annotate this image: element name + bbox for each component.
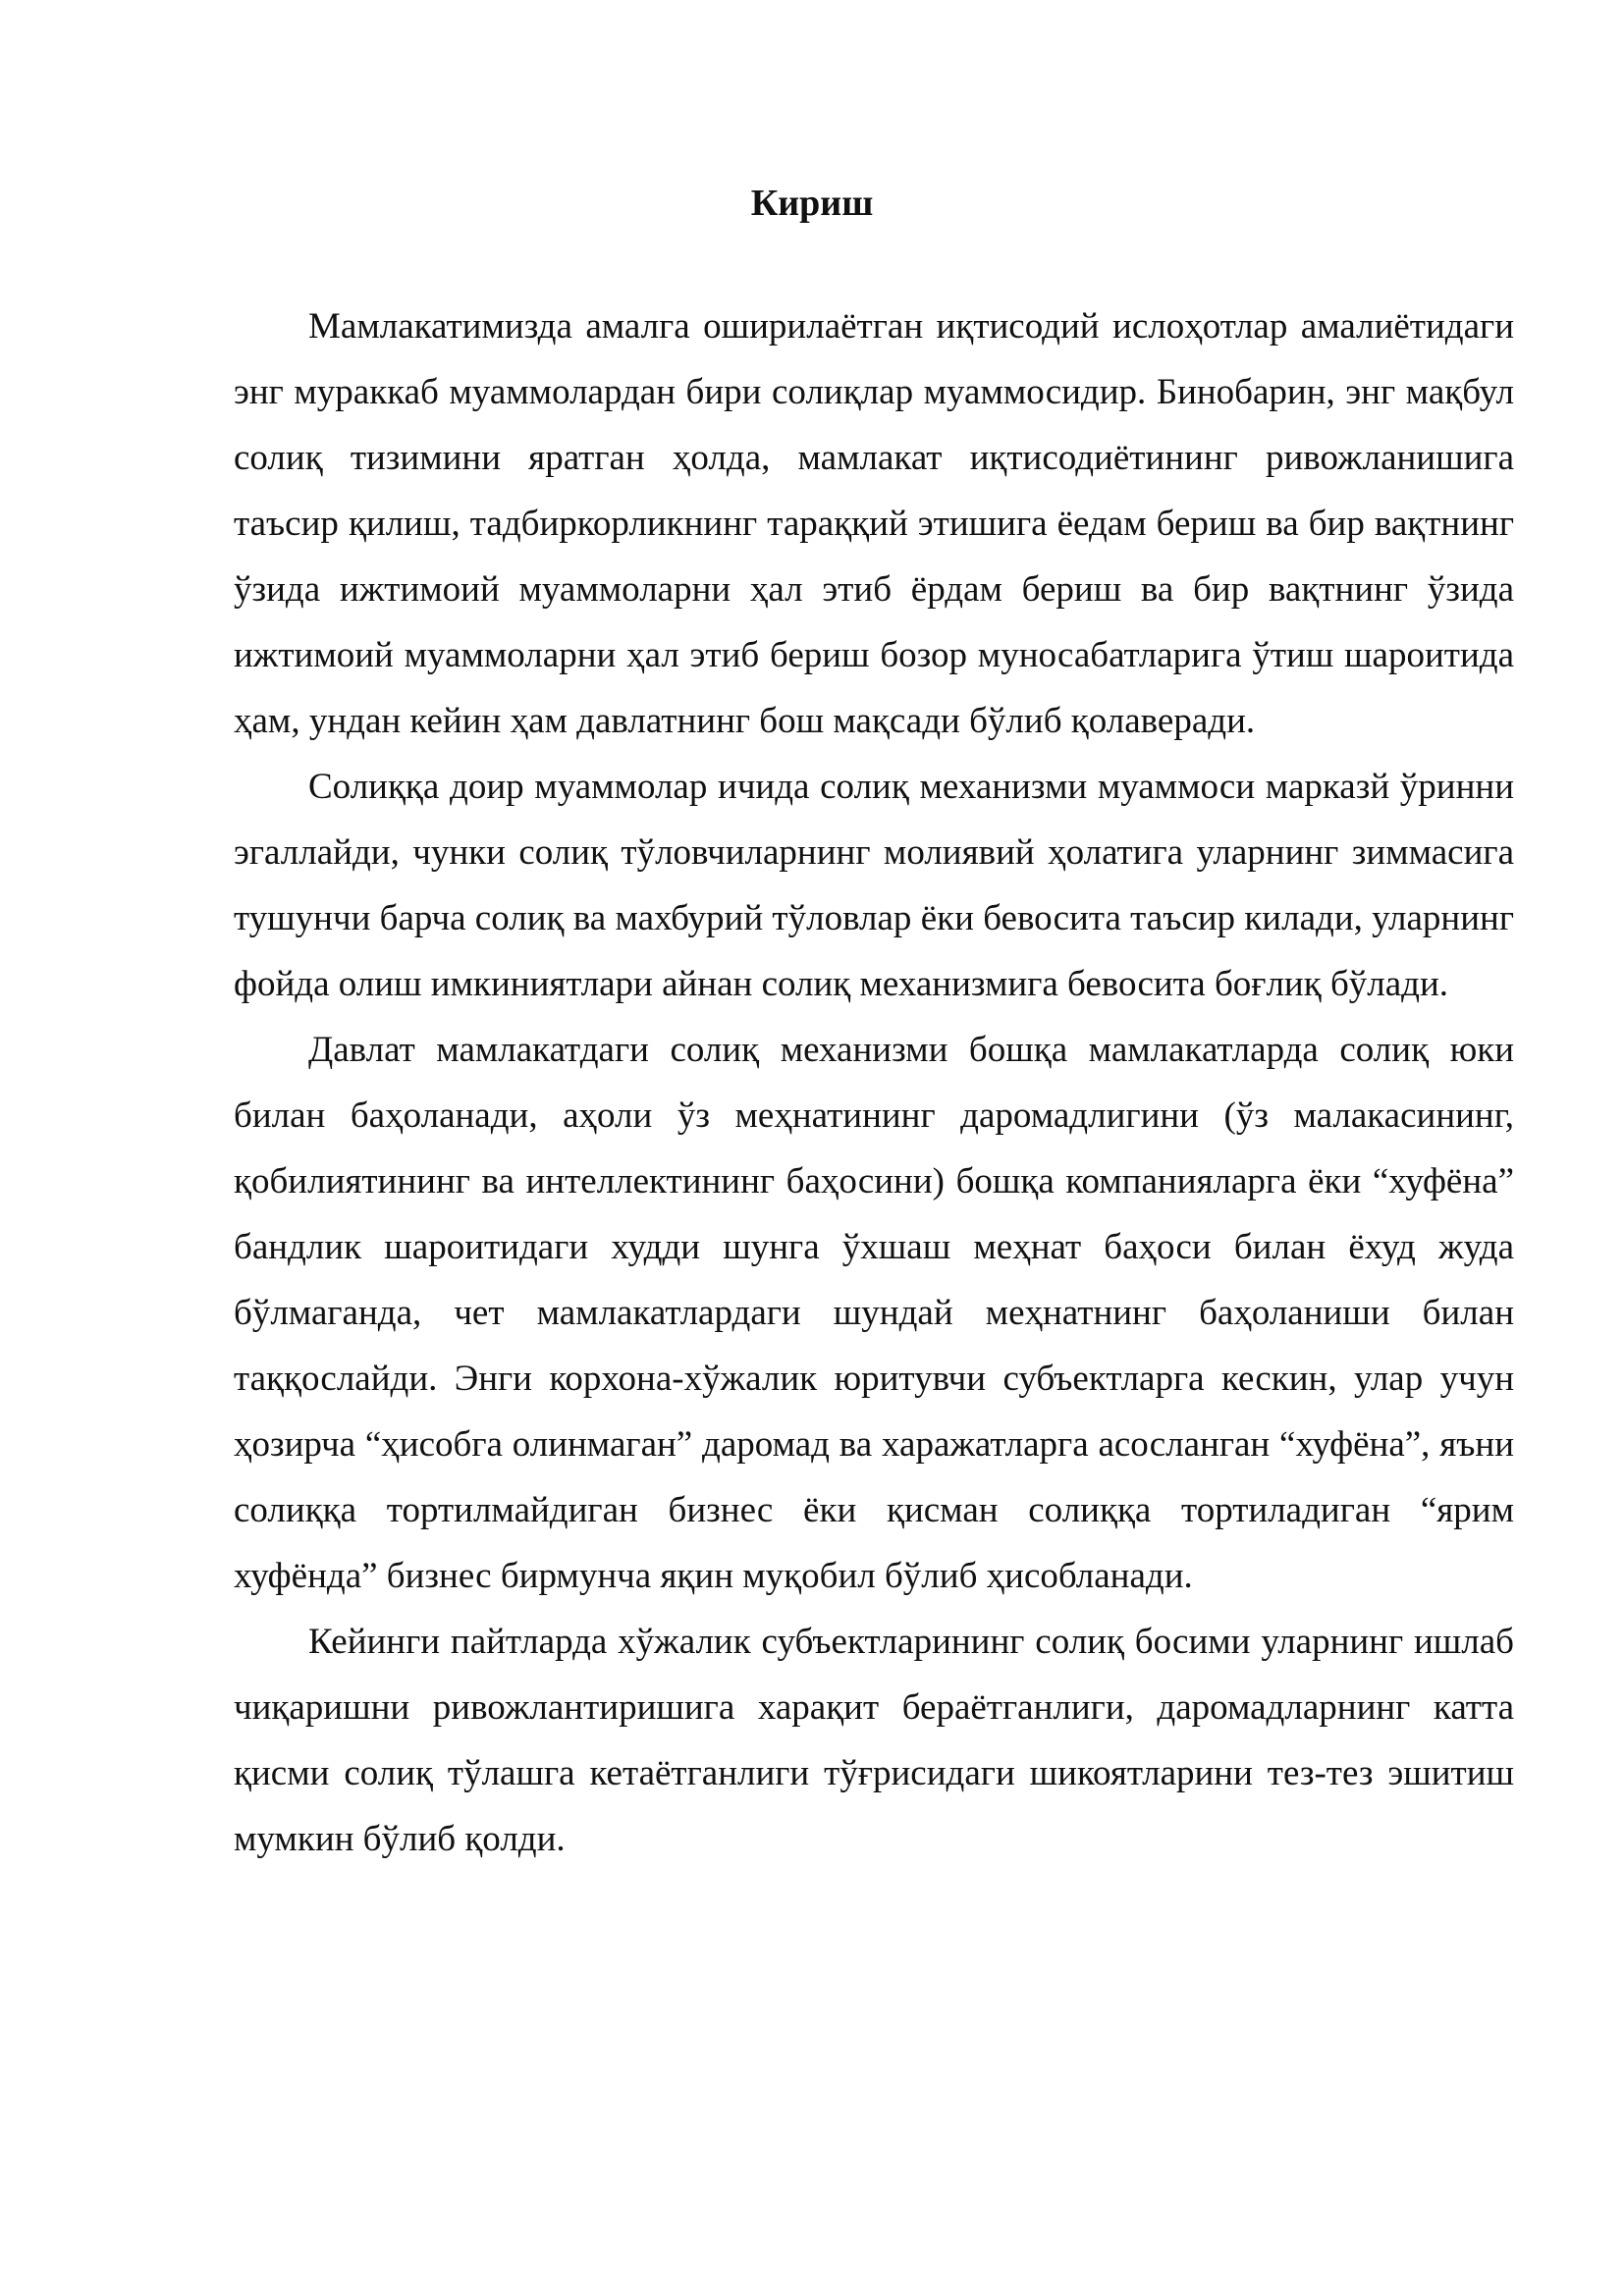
page-title: Кириш	[750, 183, 874, 225]
paragraph-1: Мамлакатимизда амалга оширилаётган иқтисодий ислоҳотлар амалиётидаги энг мураккаб муаммолардан бири солиқлар муаммосидир. Бинобарин, энг мақбул солиқ тизимини яратган ҳолда, мамлакат иқтисодиётининг ривожланишига таъсир қилиш, тадбиркорликнинг тараққий этишига ёедам бериш ва бир вақтнинг ўзида ижтимоий муаммоларни ҳал этиб ёрдам бериш ва бир вақтнинг ўзида ижтимоий муаммоларни ҳал этиб бериш бозор муносабатларига ўтиш шароитида ҳам, ундан кейин ҳам давлатнинг бош мақсади бўлиб қолаверади.	[234, 306, 1514, 741]
document-body	[234, 294, 1514, 1872]
paragraph-2: Солиққа доир муаммолар ичида солиқ механизми муаммоси марказй ўринни эгаллайди, чунки солиқ тўловчиларнинг молиявий ҳолатига уларнинг зиммасига тушунчи барча солиқ ва махбурий тўловлар ёки бевосита таъсир килади, уларнинг фойда олиш имкиниятлари айнан солиқ механизмига бевосита боғлиқ бўлади.	[234, 767, 1514, 1004]
paragraph-4: Кейинги пайтларда хўжалик субъектларининг солиқ босими уларнинг ишлаб чиқаришни ривожлантиришига харақит бераётганлиги, даромадларнинг катта қисми солиқ тўлашга кетаётганлиги тўғрисидаги шикоятларини тез-тез эшитиш мумкин бўлиб қолди.	[234, 1622, 1514, 1859]
paragraph-3: Давлат мамлакатдаги солиқ механизми бошқа мамлакатларда солиқ юки билан баҳоланади, аҳоли ўз меҳнатининг даромадлигини (ўз малакасининг, қобилиятининг ва интеллектининг баҳосини) бошқа компанияларга ёки “хуфёна” бандлик шароитидаги худди шунга ўхшаш меҳнат баҳоси билан ёхуд жуда бўлмаганда, чет мамлакатлардаги шундай меҳнатнинг баҳоланиши билан таққослайди. Энги корхона-хўжалик юритувчи субъектларга кескин, улар учун ҳозирча “ҳисобга олинмаган” даромад ва харажатларга асосланган “хуфёна”, яъни солиққа тортилмайдиган бизнес ёки қисман солиққа тортиладиган “ярим хуфёнда” бизнес бирмунча яқин муқобил бўлиб ҳисобланади.	[234, 1030, 1514, 1596]
